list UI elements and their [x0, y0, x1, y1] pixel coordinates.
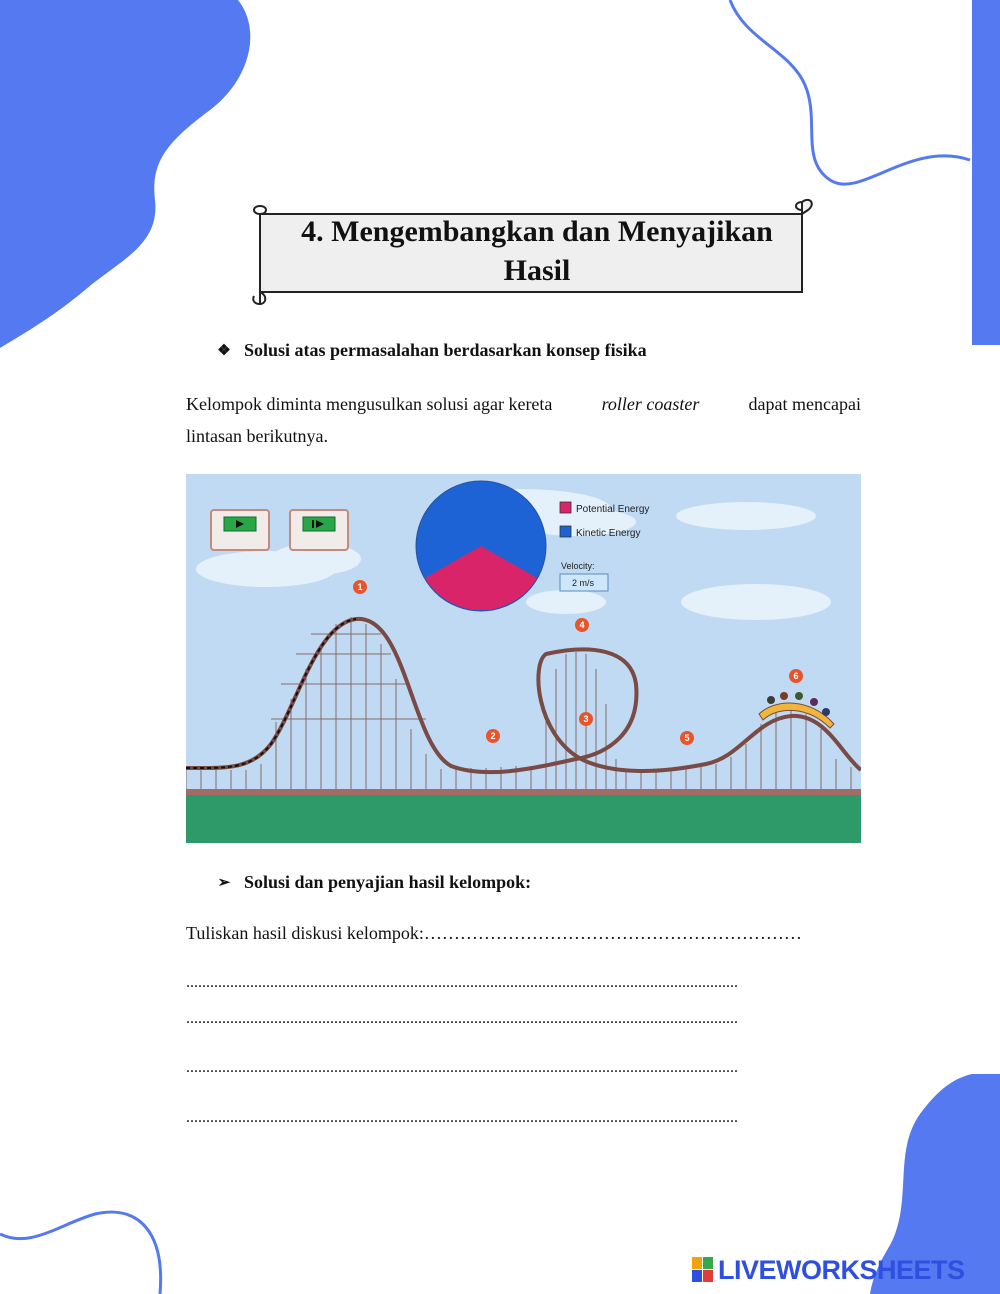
- arrow-bullet-icon: ➢: [217, 875, 231, 891]
- paragraph-line1-start: Kelompok diminta mengusulkan solusi agar kereta: [186, 394, 553, 414]
- marker-3: 3: [583, 714, 589, 724]
- liveworksheets-brand[interactable]: [692, 1253, 965, 1287]
- top-left-blob: [0, 0, 260, 350]
- ground-rail: [186, 789, 861, 795]
- kinetic-legend-swatch: [560, 526, 571, 537]
- marker-5: 5: [684, 733, 690, 743]
- paragraph-italic-term: roller coaster: [601, 394, 700, 414]
- roller-coaster-simulation: [186, 474, 861, 843]
- paragraph-line2: lintasan berikutnya.: [186, 426, 328, 446]
- liveworksheets-logo-icon: [692, 1257, 714, 1283]
- subheading-solution-physics: [216, 340, 647, 361]
- velocity-label: Velocity:: [561, 561, 595, 571]
- potential-legend-swatch: [560, 502, 571, 513]
- section-title: 4. Mengembangkan dan Menyajikan Hasil: [301, 215, 773, 287]
- marker-4: 4: [579, 620, 585, 630]
- ground: [186, 795, 861, 843]
- energy-pie-chart: [416, 481, 546, 611]
- answer-prompt[interactable]: Tuliskan hasil diskusi kelompok:………………………………………………………: [186, 923, 802, 943]
- subheading-group-result: [216, 872, 531, 893]
- marker-6: 6: [793, 671, 799, 681]
- step-button: [290, 510, 348, 550]
- velocity-value: 2 m/s: [572, 578, 595, 588]
- bottom-left-wave: [0, 1204, 180, 1294]
- marker-2: 2: [490, 731, 496, 741]
- subheading-text: Solusi atas permasalahan berdasarkan konsep fisika: [244, 340, 647, 360]
- potential-legend-label: Potential Energy: [576, 504, 650, 515]
- play-button: [211, 510, 269, 550]
- marker-1: 1: [357, 582, 363, 592]
- answer-line-3[interactable]: ..........................................................................................................................................: [186, 1059, 738, 1076]
- paragraph-line1-end: dapat mencapai: [748, 394, 861, 414]
- answer-line-4[interactable]: ..........................................................................................................................................: [186, 1109, 738, 1126]
- answer-line-2[interactable]: ..........................................................................................................................................: [186, 1010, 738, 1027]
- brand-name: LIVEWORKSHEETS: [718, 1254, 965, 1285]
- instruction-paragraph: [186, 388, 861, 452]
- diamond-bullet-icon: ❖: [217, 343, 231, 359]
- answer-line-1[interactable]: ..........................................................................................................................................: [186, 974, 738, 991]
- subheading-text: Solusi dan penyajian hasil kelompok:: [244, 872, 532, 892]
- kinetic-legend-label: Kinetic Energy: [576, 528, 641, 539]
